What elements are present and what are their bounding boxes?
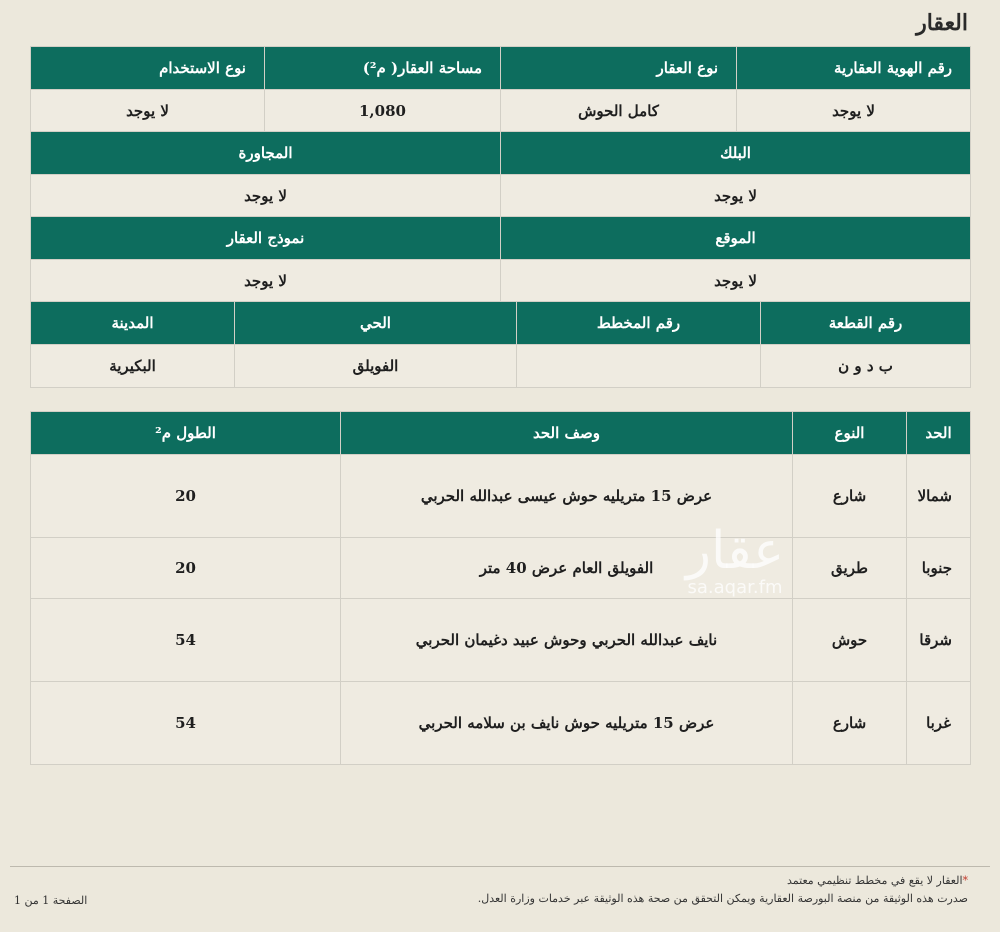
value-property-type: كامل الحوش — [501, 90, 737, 133]
page-number: الصفحة 1 من 1 — [14, 894, 88, 907]
boundaries-table — [30, 411, 971, 765]
header-usage-type: نوع الاستخدام — [31, 47, 265, 90]
value-neighborhood-adjacent: لا يوجد — [31, 175, 501, 218]
value-usage-type: لا يوجد — [31, 90, 265, 133]
boundary-description: نايف عبدالله الحربي وحوش عبيد دغيمان الحربي — [341, 599, 793, 682]
table-row — [31, 455, 971, 538]
note-star: * — [962, 874, 968, 887]
boundary-type: حوش — [793, 599, 907, 682]
header-boundary-type: النوع — [793, 412, 907, 455]
boundary-description: عرض 15 متريليه حوش عيسى عبدالله الحربي — [341, 455, 793, 538]
boundary-side: جنوبا — [907, 538, 971, 599]
value-location: لا يوجد — [501, 260, 971, 303]
header-property-model: نموذج العقار — [31, 217, 501, 260]
boundary-length: 20 — [31, 455, 341, 538]
property-table-row2 — [30, 131, 971, 218]
footer-note-plan: العقار لا يقع في مخطط تنظيمي معتمد — [787, 874, 963, 887]
header-boundary-description: وصف الحد — [341, 412, 793, 455]
property-table-row3 — [30, 216, 971, 303]
value-plot-number: ب د و ن — [761, 345, 971, 388]
value-plan-number — [517, 345, 761, 388]
header-district: الحي — [235, 302, 517, 345]
header-property-area: مساحة العقار( م²) — [265, 47, 501, 90]
value-property-area: 1,080 — [265, 90, 501, 133]
footer-divider — [10, 866, 990, 867]
value-property-model: لا يوجد — [31, 260, 501, 303]
watermark-url: sa.aqar.fm — [687, 577, 783, 598]
boundary-type: طريق — [793, 538, 907, 599]
boundary-side: شمالا — [907, 455, 971, 538]
boundary-length: 54 — [31, 682, 341, 765]
boundary-description: الفويلق العام عرض 40 متر — [341, 538, 793, 599]
header-plan-number: رقم المخطط — [517, 302, 761, 345]
value-block: لا يوجد — [501, 175, 971, 218]
header-location: الموقع — [501, 217, 971, 260]
header-property-type: نوع العقار — [501, 47, 737, 90]
boundary-side: غربا — [907, 682, 971, 765]
page-title: العقار — [916, 10, 968, 36]
boundary-type: شارع — [793, 682, 907, 765]
header-plot-number: رقم القطعة — [761, 302, 971, 345]
footer-note-verification: صدرت هذه الوثيقة من منصة البورصة العقارية ويمكن التحقق من صحة هذه الوثيقة عبر خدمات وزارة العدل. — [477, 892, 968, 905]
boundary-type: شارع — [793, 455, 907, 538]
boundary-length: 20 — [31, 538, 341, 599]
footer-notes — [478, 872, 968, 908]
table-row — [31, 538, 971, 599]
boundary-side: شرقا — [907, 599, 971, 682]
boundary-length: 54 — [31, 599, 341, 682]
property-table-row1 — [30, 46, 971, 133]
header-block: البلك — [501, 132, 971, 175]
table-row — [31, 599, 971, 682]
header-neighborhood-adjacent: المجاورة — [31, 132, 501, 175]
value-property-id: لا يوجد — [737, 90, 971, 133]
header-boundary-side: الحد — [907, 412, 971, 455]
value-district: الفويلق — [235, 345, 517, 388]
header-boundary-length: الطول م² — [31, 412, 341, 455]
property-table-row4 — [30, 301, 971, 388]
header-city: المدينة — [31, 302, 235, 345]
boundary-description: عرض 15 متريليه حوش نايف بن سلامه الحربي — [341, 682, 793, 765]
header-property-id: رقم الهوية العقارية — [737, 47, 971, 90]
table-row — [31, 682, 971, 765]
watermark-logo: عقار — [685, 521, 785, 581]
value-city: البكيرية — [31, 345, 235, 388]
